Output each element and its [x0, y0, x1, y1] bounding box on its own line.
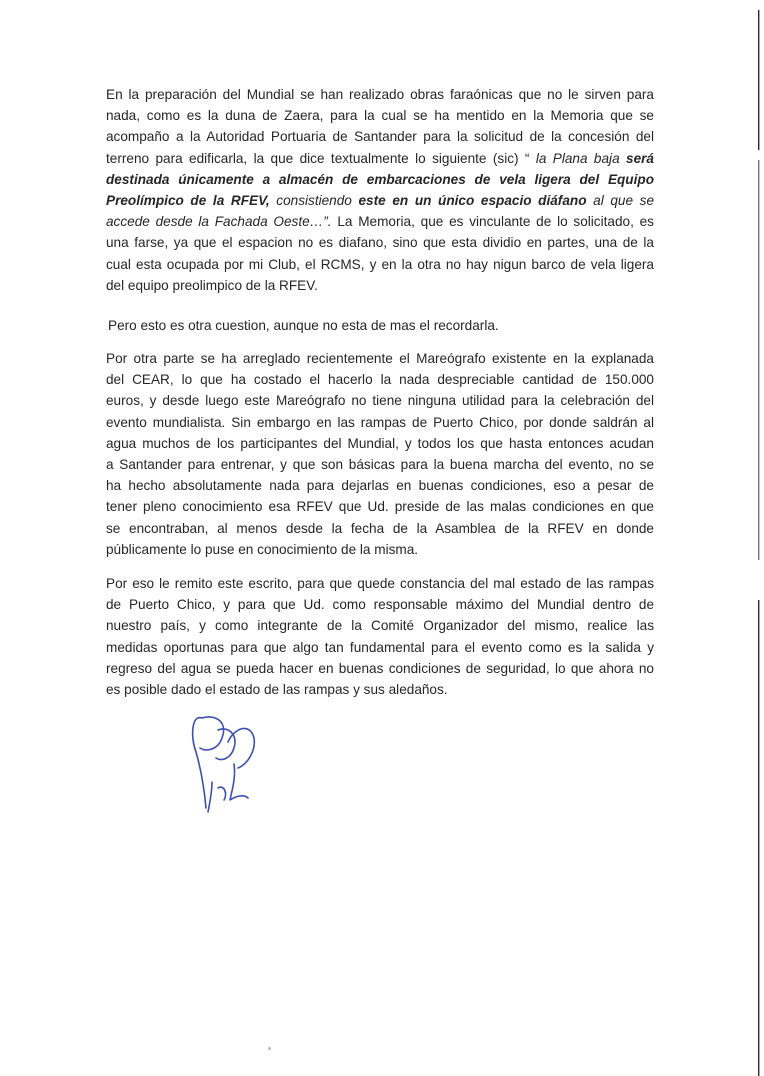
text-line: del equipo preolimpico de la RFEV. [106, 277, 318, 293]
emphasis-text: Preolímpico de la RFEV, [106, 193, 270, 209]
handwritten-signature [188, 708, 268, 820]
text-line: cual esta ocupada por mi Club, el RCMS, y en la otra no hay nigun barco de vela ligera [106, 256, 654, 272]
text-line: medidas oportunas para que algo tan fundamental para el evento como es la salida y [106, 639, 654, 655]
text-line [106, 211, 654, 232]
text-line: de Puerto Chico, y para que Ud. como responsable máximo del Mundial dentro de [106, 597, 654, 613]
text-line [106, 190, 654, 211]
text-line: una farse, ya que el espacion no es diafano, sino que esta dividio en partes, una de la [106, 235, 654, 251]
text-line: del CEAR, lo que ha costado el hacerlo la nada despreciable cantidad de 150.000 [106, 372, 654, 388]
text-line: evento mundialista. Sin embargo en las rampas de Puerto Chico, por donde saldrán al [106, 414, 654, 430]
text-line: nada, como es la duna de Zaera, para la cual se ha mentido en la Memoria que se [106, 108, 654, 124]
paragraph-3 [106, 348, 654, 560]
text-line: tener pleno conocimiento esa RFEV que Ud. preside de las malas condiciones en que [106, 499, 654, 515]
text-line: públicamente lo puse en conocimiento de la misma. [106, 541, 419, 557]
text-line: se encontraban, al menos desde la fecha de la Asamblea de la RFEV en donde [106, 520, 654, 536]
emphasis-text: este en un único espacio diáfano [358, 193, 587, 209]
paragraph-4 [106, 573, 654, 700]
text-run: La Memoria, que es vinculante de lo solicitado, es [331, 214, 654, 230]
quoted-text: al que se [586, 193, 655, 209]
quoted-text: accede desde la Fachada Oeste…”. [106, 214, 332, 230]
text-line: agua muchos de los participantes del Mundial, y todos los que hasta entonces acudan [106, 435, 654, 451]
emphasis-text: será [626, 150, 654, 166]
text-line: regreso del agua se pueda hacer en buenas condiciones de seguridad, lo que ahora no [106, 660, 654, 676]
text-line: En la preparación del Mundial se han realizado obras faraónicas que no le sirven para [106, 87, 654, 102]
text-line [106, 148, 654, 169]
paragraph-1 [106, 84, 654, 296]
scan-speck [268, 1047, 271, 1050]
scan-edge-line [758, 0, 760, 1076]
emphasis-line: destinada únicamente a almacén de embarcaciones de vela ligera del Equipo [106, 171, 654, 187]
text-line: ha hecho absolutamente nada para dejarlas en buenas condiciones, eso a pesar de [106, 478, 654, 494]
text-line: Pero esto es otra cuestion, aunque no esta de mas el recordarla. [108, 318, 499, 333]
text-line: Por otra parte se ha arreglado recientemente el Mareógrafo existente en la explanada [106, 351, 654, 366]
paragraph-2 [108, 315, 656, 336]
text-line: euros, y desde luego este Mareógrafo no tiene ninguna utilidad para la celebración del [106, 393, 654, 409]
quoted-text: la Plana baja [535, 150, 627, 166]
text-run: terreno para edificarla, la que dice textualmente lo siguiente (sic) “ [106, 150, 536, 166]
quoted-text: consistiendo [269, 193, 359, 209]
text-line: Por eso le remito este escrito, para que quede constancia del mal estado de las rampas [106, 576, 654, 591]
text-line: es posible dado el estado de las rampas y sus aledaños. [106, 682, 448, 698]
text-line: nuestro país, y como integrante de la Comité Organizador del mismo, realice las [106, 618, 654, 634]
text-line: acompaño a la Autoridad Portuaria de Santander para la solicitud de la concesión del [106, 129, 654, 145]
text-line: a Santander para entrenar, y que son básicas para la buena marcha del evento, no se [106, 457, 654, 473]
